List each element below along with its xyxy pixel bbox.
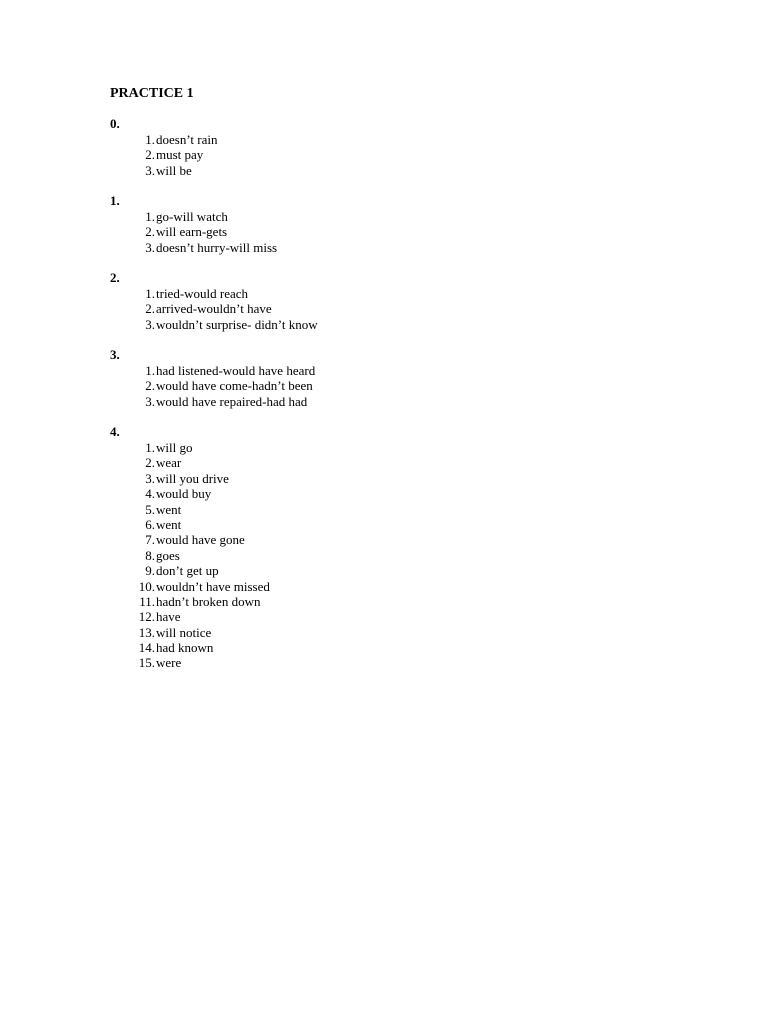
section-4 (110, 424, 510, 671)
list-item (110, 517, 510, 532)
list-item (110, 147, 510, 162)
list-item (110, 301, 510, 316)
list-item (110, 394, 510, 409)
item-number: 3. (145, 316, 155, 332)
item-number: 4. (145, 486, 155, 502)
item-number: 3. (145, 470, 155, 486)
item-text: will be (156, 162, 192, 178)
list-item (110, 609, 510, 624)
item-text: would buy (156, 486, 212, 502)
list-item (110, 486, 510, 501)
item-text: will earn-gets (156, 224, 228, 240)
item-number: 5. (145, 501, 155, 517)
list-item (110, 378, 510, 393)
item-number: 11. (139, 593, 155, 609)
list-item (110, 532, 510, 547)
section-heading: 4. (110, 424, 120, 439)
item-text: will you drive (156, 470, 229, 486)
item-number: 1. (145, 209, 155, 224)
list-item (110, 440, 510, 455)
item-text: will go (156, 440, 193, 455)
item-text: goes (156, 547, 180, 563)
list-item (110, 655, 510, 670)
list-item (110, 317, 510, 332)
list-item (110, 640, 510, 655)
item-number: 2. (145, 147, 155, 163)
item-number: 2. (145, 224, 155, 240)
item-text: must pay (156, 147, 204, 163)
list-item (110, 548, 510, 563)
item-number: 3. (145, 239, 155, 255)
item-number: 1. (145, 440, 155, 455)
item-number: 3. (145, 393, 155, 409)
item-text: had listened-would have heard (156, 363, 316, 378)
item-text: went (156, 516, 182, 532)
item-number: 6. (145, 516, 155, 532)
list-item (110, 502, 510, 517)
item-text: arrived-wouldn’t have (156, 301, 272, 317)
list-item (110, 471, 510, 486)
item-number: 8. (145, 547, 155, 563)
item-number: 1. (145, 286, 155, 301)
item-number: 2. (145, 378, 155, 394)
item-number: 12. (138, 609, 155, 625)
item-number: 9. (145, 563, 155, 579)
list-item (110, 132, 510, 147)
section-1 (110, 193, 510, 255)
page-title: PRACTICE 1 (110, 86, 194, 101)
item-number: 2. (145, 455, 155, 471)
item-text: hadn’t broken down (156, 593, 261, 609)
section-heading: 0. (110, 116, 120, 131)
item-text: were (156, 655, 182, 671)
item-text: doesn’t hurry-will miss (156, 239, 278, 255)
item-text: don’t get up (156, 563, 219, 579)
list-item (110, 209, 510, 224)
list-item (110, 625, 510, 640)
item-text: wear (156, 455, 182, 471)
item-text: wouldn’t have missed (156, 578, 270, 594)
item-text: would have gone (156, 532, 245, 548)
item-number: 3. (145, 162, 155, 178)
item-text: would have come-hadn’t been (156, 378, 313, 394)
list-item (110, 224, 510, 239)
list-item (110, 594, 510, 609)
list-item (110, 455, 510, 470)
list-item (110, 163, 510, 178)
item-number: 14. (138, 640, 155, 656)
item-text: wouldn’t surprise- didn’t know (156, 316, 318, 332)
item-number: 1. (145, 363, 155, 378)
item-text: had known (156, 640, 214, 656)
item-number: 7. (145, 532, 155, 548)
section-2 (110, 270, 510, 332)
section-0 (110, 116, 510, 178)
item-text: would have repaired-had had (156, 393, 308, 409)
item-text: have (156, 609, 181, 625)
list-item (110, 363, 510, 378)
list-item (110, 240, 510, 255)
list-item (110, 563, 510, 578)
item-number: 15. (138, 655, 155, 671)
list-item (110, 286, 510, 301)
item-text: tried-would reach (156, 286, 249, 301)
item-text: doesn’t rain (156, 132, 218, 147)
section-heading: 2. (110, 270, 120, 285)
item-number: 10. (138, 578, 155, 594)
section-heading: 1. (110, 193, 120, 208)
list-item (110, 579, 510, 594)
item-text: went (156, 501, 182, 517)
item-number: 2. (145, 301, 155, 317)
item-text: will notice (156, 624, 212, 640)
item-number: 13. (138, 624, 155, 640)
section-3 (110, 347, 510, 409)
item-number: 1. (145, 132, 155, 147)
item-text: go-will watch (156, 209, 228, 224)
section-heading: 3. (110, 347, 120, 362)
